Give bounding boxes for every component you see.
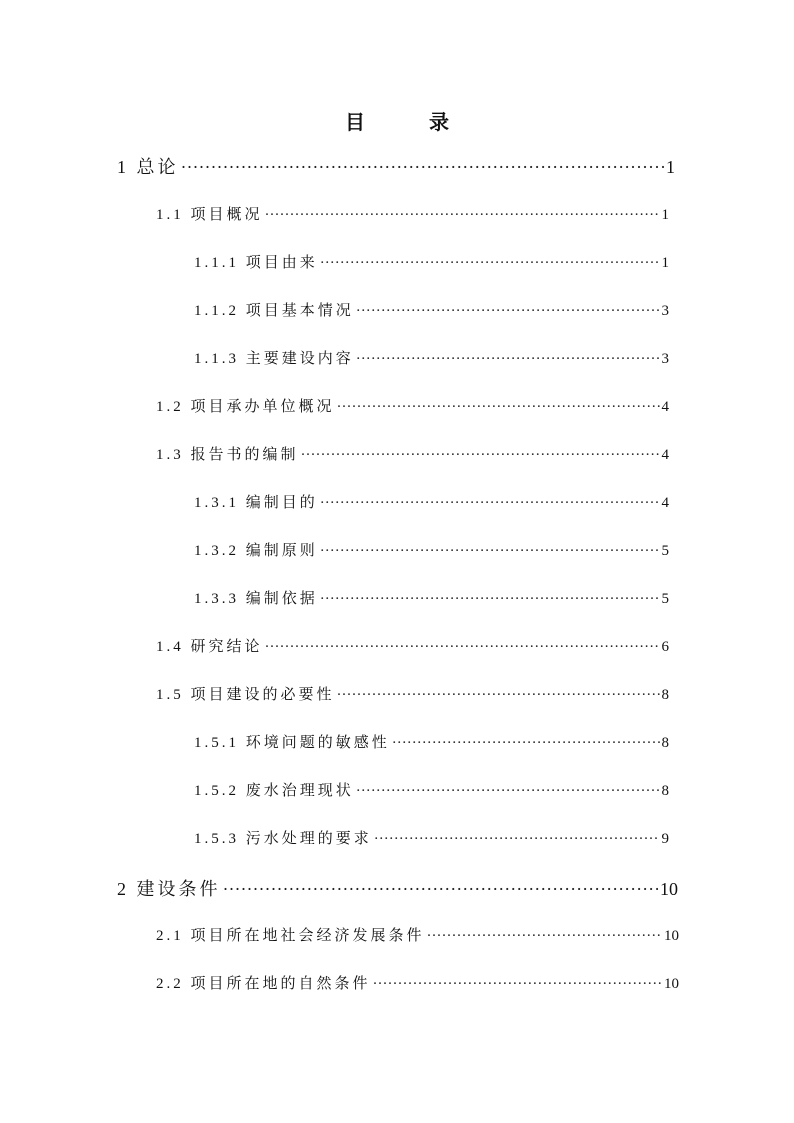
toc-page-number: 10 — [660, 879, 678, 899]
toc-entry-1-5[interactable] — [156, 688, 669, 703]
toc-entry-1-4[interactable] — [156, 640, 669, 655]
toc-entry-label: 1.3.3 编制依据 — [194, 591, 318, 607]
toc-page-number: 1 — [661, 255, 669, 271]
toc-entry-label: 1.5.1 环境问题的敏感性 — [194, 735, 390, 751]
toc-entry-label: 1.1.1 项目由来 — [194, 255, 318, 271]
toc-page-number: 4 — [661, 495, 669, 511]
dot-leader — [373, 977, 662, 992]
toc-entry-label: 1.3 报告书的编制 — [156, 447, 299, 463]
toc-entry-label: 1.3.2 编制原则 — [194, 543, 318, 559]
toc-page-number: 6 — [661, 639, 669, 655]
toc-entry-1-1[interactable] — [156, 208, 669, 223]
toc-entry-1[interactable] — [117, 158, 675, 176]
toc-entry-1-5-3[interactable] — [194, 832, 669, 847]
toc-page-number: 9 — [661, 831, 669, 847]
toc-entry-label: 2.2 项目所在地的自然条件 — [156, 976, 371, 992]
toc-entry-label: 1.5.3 污水处理的要求 — [194, 831, 372, 847]
toc-entry-label: 1.1.3 主要建设内容 — [194, 351, 354, 367]
dot-leader — [181, 158, 665, 176]
toc-entry-label: 1 总论 — [117, 157, 179, 177]
toc-entry-label: 2 建设条件 — [117, 879, 221, 899]
toc-entry-1-3[interactable] — [156, 448, 669, 463]
dot-leader — [356, 352, 660, 367]
dot-leader — [265, 640, 660, 655]
dot-leader — [320, 544, 660, 559]
toc-entry-1-5-1[interactable] — [194, 736, 669, 751]
toc-entry-1-5-2[interactable] — [194, 784, 669, 799]
dot-leader — [374, 832, 660, 847]
toc-entry-label: 1.3.1 编制目的 — [194, 495, 318, 511]
dot-leader — [356, 304, 660, 319]
toc-page-number: 3 — [661, 303, 669, 319]
dot-leader — [265, 208, 660, 223]
toc-entry-1-3-1[interactable] — [194, 496, 669, 511]
dot-leader — [320, 592, 660, 607]
toc-entry-2-1[interactable] — [156, 929, 679, 944]
dot-leader — [301, 448, 660, 463]
toc-entry-label: 1.5.2 废水治理现状 — [194, 783, 354, 799]
toc-entry-label: 2.1 项目所在地社会经济发展条件 — [156, 928, 425, 944]
toc-entry-1-3-3[interactable] — [194, 592, 669, 607]
toc-page-number: 10 — [664, 976, 679, 992]
toc-page-number: 5 — [661, 543, 669, 559]
toc-page-number: 8 — [661, 687, 669, 703]
toc-page-number: 3 — [661, 351, 669, 367]
toc-page-number: 4 — [661, 399, 669, 415]
toc-title: 目 录 — [345, 112, 471, 134]
toc-page-number: 1 — [661, 207, 669, 223]
toc-page-number: 10 — [664, 928, 679, 944]
dot-leader — [223, 880, 659, 898]
toc-entry-2-2[interactable] — [156, 977, 679, 992]
toc-entry-1-3-2[interactable] — [194, 544, 669, 559]
toc-entry-1-1-1[interactable] — [194, 256, 669, 271]
toc-page-number: 8 — [661, 783, 669, 799]
toc-entry-label: 1.1.2 项目基本情况 — [194, 303, 354, 319]
toc-page-number: 5 — [661, 591, 669, 607]
toc-page-number: 1 — [666, 157, 675, 177]
toc-entry-1-1-3[interactable] — [194, 352, 669, 367]
toc-page-number: 8 — [661, 735, 669, 751]
toc-entry-label: 1.5 项目建设的必要性 — [156, 687, 335, 703]
dot-leader — [337, 400, 660, 415]
toc-page-number: 4 — [661, 447, 669, 463]
toc-entry-1-1-2[interactable] — [194, 304, 669, 319]
toc-entry-1-2[interactable] — [156, 400, 669, 415]
toc-entry-label: 1.1 项目概况 — [156, 207, 263, 223]
toc-entry-label: 1.4 研究结论 — [156, 639, 263, 655]
dot-leader — [356, 784, 660, 799]
toc-entry-2[interactable] — [117, 880, 678, 898]
dot-leader — [320, 256, 660, 271]
dot-leader — [392, 736, 660, 751]
toc-entry-label: 1.2 项目承办单位概况 — [156, 399, 335, 415]
dot-leader — [337, 688, 660, 703]
dot-leader — [427, 929, 662, 944]
dot-leader — [320, 496, 660, 511]
